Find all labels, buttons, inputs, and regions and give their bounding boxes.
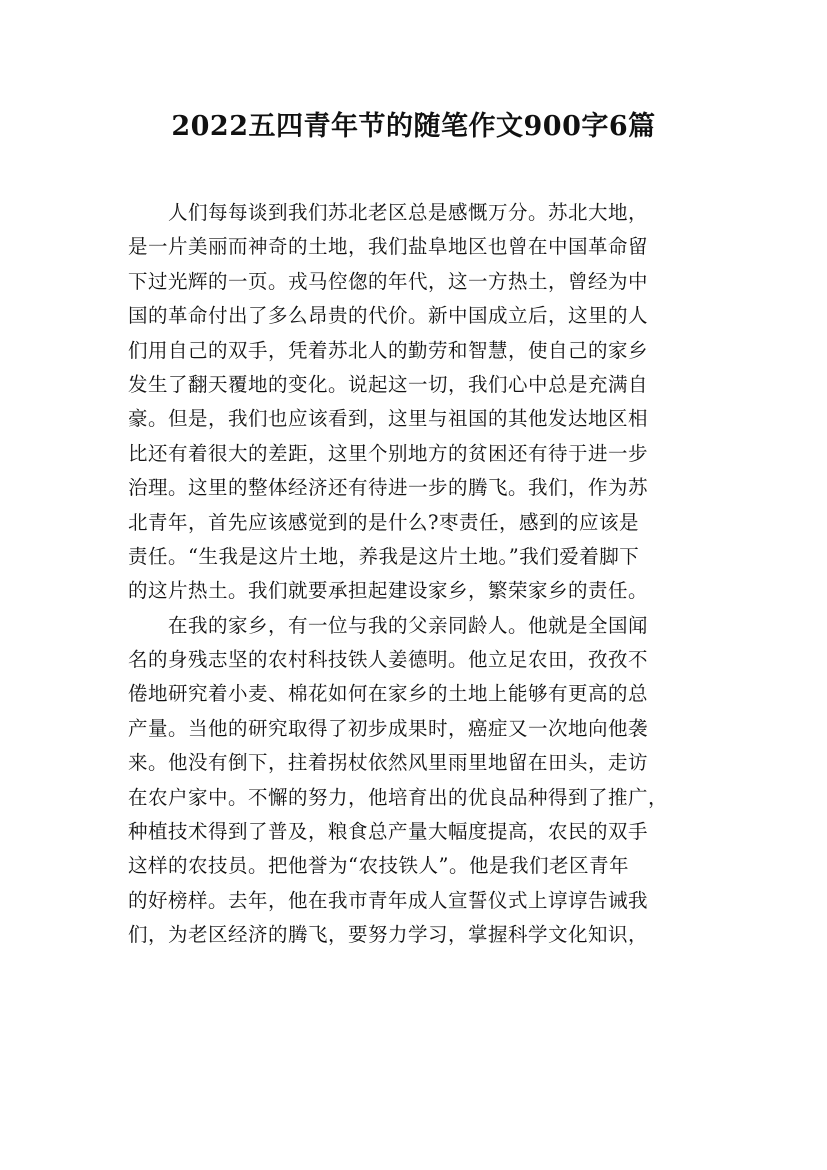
text-line: 们用自己的双手，凭着苏北人的勤劳和智慧，使自己的家乡 <box>128 338 649 362</box>
document-title: 2022五四青年节的随笔作文900字6篇 <box>171 111 656 142</box>
text-line: 来。他没有倒下，拄着拐杖依然风里雨里地留在田头，走访 <box>128 751 649 775</box>
text-line: 下过光辉的一页。戎马倥偬的年代，这一方热土，曾经为中 <box>128 269 649 293</box>
text-line: 的好榜样。去年，他在我市青年成人宣誓仪式上谆谆告诫我 <box>128 888 649 912</box>
text-line: 们，为老区经济的腾飞，要努力学习，掌握科学文化知识， <box>128 923 649 947</box>
text-line: 名的身残志坚的农村科技铁人姜德明。他立足农田，孜孜不 <box>128 648 649 672</box>
text-line: 的这片热土。我们就要承担起建设家乡，繁荣家乡的责任。 <box>128 579 649 603</box>
text-line: 北青年，首先应该感觉到的是什么?枣责任，感到的应该是 <box>128 510 639 534</box>
text-line: 在农户家中。不懈的努力，他培育出的优良品种得到了推广， <box>128 785 669 809</box>
text-line: 发生了翻天覆地的变化。说起这一切，我们心中总是充满自 <box>128 372 649 396</box>
paragraph-1 <box>128 196 714 609</box>
text-line: 比还有着很大的差距，这里个别地方的贫困还有待于进一步 <box>128 441 649 465</box>
text-line: 倦地研究着小麦、棉花如何在家乡的土地上能够有更高的总 <box>128 682 649 706</box>
document-body <box>128 196 714 953</box>
text-line: 豪。但是，我们也应该看到，这里与祖国的其他发达地区相 <box>128 407 649 431</box>
text-line: 在我的家乡，有一位与我的父亲同龄人。他就是全国闻 <box>168 613 649 637</box>
text-line: 是一片美丽而神奇的土地，我们盐阜地区也曾在中国革命留 <box>128 235 649 259</box>
text-line: 人们每每谈到我们苏北老区总是感慨万分。苏北大地， <box>168 201 649 224</box>
paragraph-2 <box>128 609 714 953</box>
text-line: 治理。这里的整体经济还有待进一步的腾飞。我们，作为苏 <box>128 476 649 500</box>
text-line: 种植技术得到了普及，粮食总产量大幅度提高，农民的双手 <box>128 820 649 844</box>
text-line: 产量。当他的研究取得了初步成果时，癌症又一次地向他袭 <box>128 716 649 740</box>
text-line: 国的革命付出了多么昂贵的代价。新中国成立后，这里的人 <box>128 304 649 328</box>
text-line: 责任。“生我是这片土地，养我是这片土地。”我们爱着脚下 <box>128 544 640 568</box>
text-line: 这样的农技员。把他誉为“农技铁人”。他是我们老区青年 <box>128 854 629 878</box>
